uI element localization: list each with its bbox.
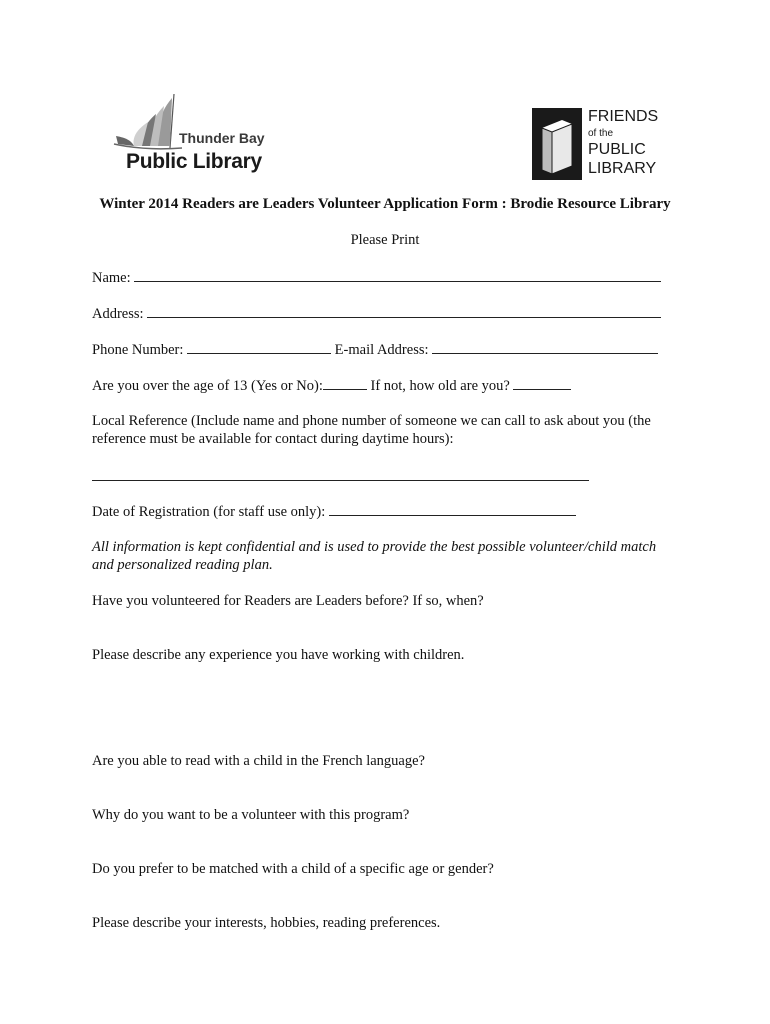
friends-line-3: PUBLIC: [588, 141, 646, 158]
confidential-line-1: All information is kept confidential and is used to provide the best possible volunteer/child match: [92, 539, 657, 555]
question-volunteered: Have you volunteered for Readers are Leaders before? If so, when?: [92, 593, 484, 609]
registration-field[interactable]: [329, 502, 576, 516]
reference-line-2: reference must be available for contact during daytime hours):: [92, 431, 454, 447]
form-subtitle: Please Print: [350, 232, 420, 248]
reference-line-1: Local Reference (Include name and phone number of someone we can call to ask about you (the: [92, 413, 651, 429]
friends-logo: [532, 108, 662, 180]
address-row: [92, 304, 661, 323]
age-field[interactable]: [513, 376, 571, 390]
form-title: Winter 2014 Readers are Leaders Volunteer Application Form : Brodie Resource Library: [99, 196, 671, 212]
age-question: Are you over the age of 13 (Yes or No):: [92, 378, 323, 394]
question-interests: Please describe your interests, hobbies, reading preferences.: [92, 915, 441, 931]
question-french: Are you able to read with a child in the French language?: [92, 753, 425, 769]
contact-row: [92, 340, 658, 359]
sail-logo-icon: [112, 92, 187, 152]
address-label: Address:: [92, 306, 144, 322]
friends-line-1: FRIENDS: [588, 108, 659, 125]
friends-line-4: LIBRARY: [588, 160, 657, 177]
name-row: [92, 268, 661, 287]
phone-field[interactable]: [187, 340, 331, 354]
email-label: E-mail Address:: [334, 342, 429, 358]
question-match: Do you prefer to be matched with a child of a specific age or gender?: [92, 861, 494, 877]
name-field[interactable]: [134, 268, 661, 282]
logo-line-public-library: Public Library: [126, 150, 262, 173]
confidential-line-2: and personalized reading plan.: [92, 557, 273, 573]
registration-label: Date of Registration (for staff use only):: [92, 504, 326, 520]
logo-line-thunder-bay: Thunder Bay: [179, 130, 265, 146]
book-icon: [532, 108, 582, 180]
question-experience: Please describe any experience you have working with children.: [92, 647, 465, 663]
name-label: Name:: [92, 270, 131, 286]
thunder-bay-logo: [112, 92, 272, 182]
age-followup: If not, how old are you?: [370, 378, 510, 394]
friends-line-2: of the: [588, 128, 614, 139]
registration-row: [92, 502, 576, 521]
address-field[interactable]: [147, 304, 661, 318]
reference-field[interactable]: [92, 479, 589, 481]
question-why: Why do you want to be a volunteer with this program?: [92, 807, 410, 823]
phone-label: Phone Number:: [92, 342, 184, 358]
age-row: [92, 376, 571, 395]
age-yes-no-field[interactable]: [323, 376, 367, 390]
email-field[interactable]: [432, 340, 658, 354]
